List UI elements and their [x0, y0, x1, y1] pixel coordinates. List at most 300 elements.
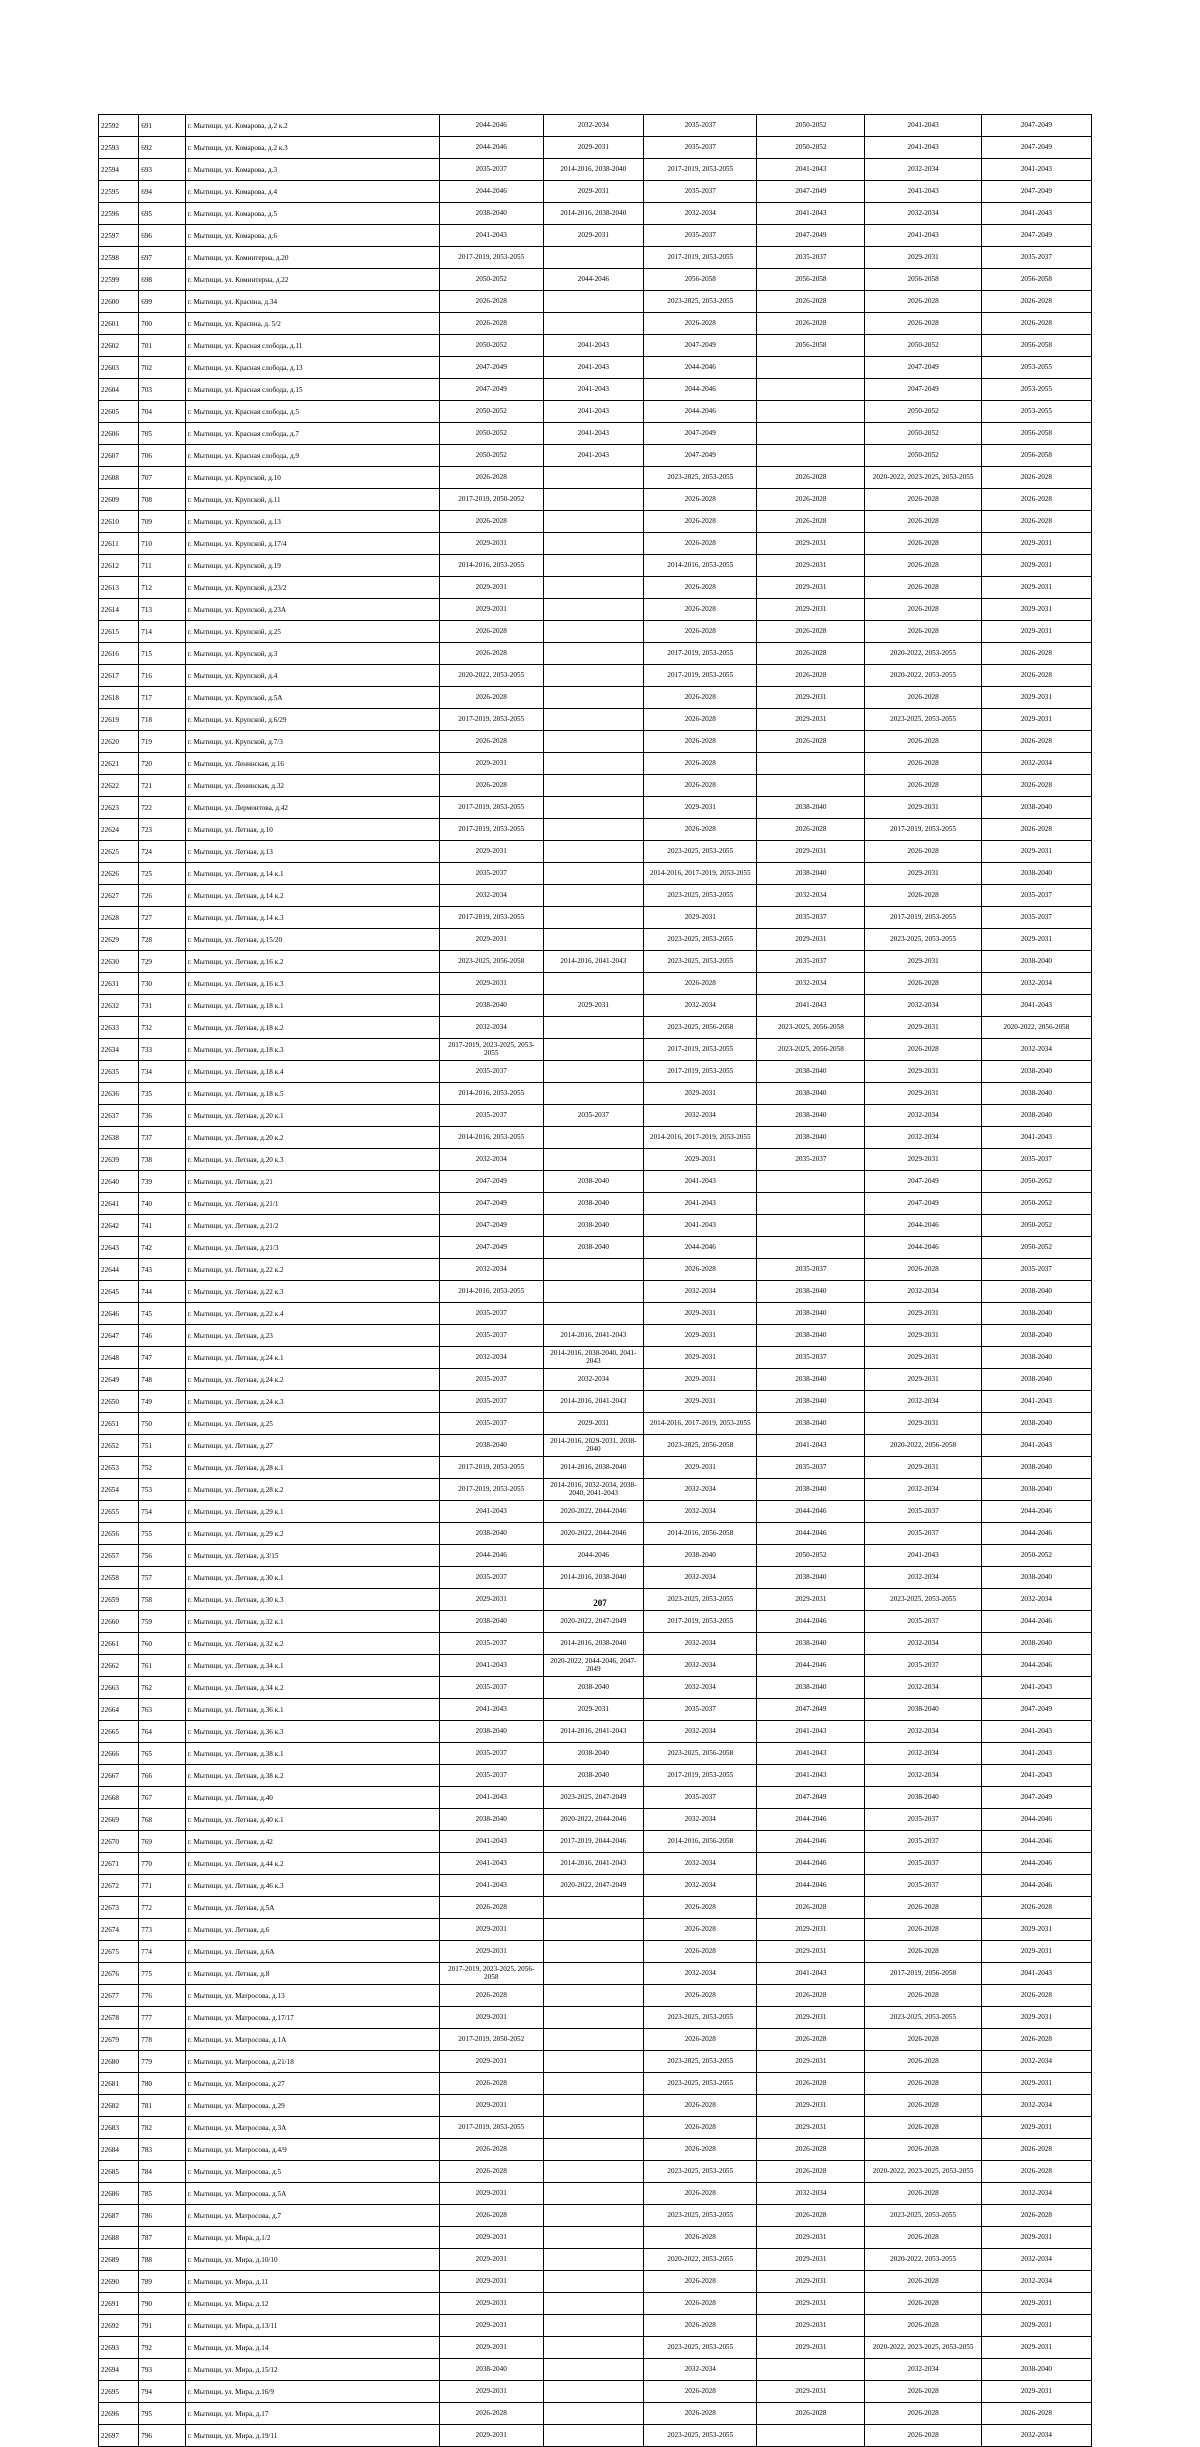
cell-period-6: 2035-2037	[981, 247, 1091, 269]
cell-period-4: 2026-2028	[757, 2073, 865, 2095]
cell-period-4: 2029-2031	[757, 2227, 865, 2249]
cell-row-id: 22631	[99, 973, 139, 995]
cell-seq-number: 735	[139, 1083, 186, 1105]
cell-address: г. Мытищи, ул. Летная, д.21/1	[185, 1193, 439, 1215]
table-row	[99, 1083, 1092, 1105]
cell-period-6: 2038-2040	[981, 1303, 1091, 1325]
cell-period-4: 2026-2028	[757, 467, 865, 489]
cell-period-6: 2038-2040	[981, 1347, 1091, 1369]
cell-row-id: 22595	[99, 181, 139, 203]
cell-period-5: 2032-2034	[865, 995, 981, 1017]
cell-period-3: 2026-2028	[644, 709, 757, 731]
cell-period-5: 2020-2022, 2023-2025, 2053-2055	[865, 2337, 981, 2359]
table-row	[99, 1897, 1092, 1919]
cell-period-5: 2032-2034	[865, 203, 981, 225]
cell-period-4: 2029-2031	[757, 599, 865, 621]
cell-seq-number: 699	[139, 291, 186, 313]
cell-period-6: 2026-2028	[981, 1985, 1091, 2007]
cell-period-3: 2023-2025, 2053-2055	[644, 2205, 757, 2227]
cell-row-id: 22662	[99, 1655, 139, 1677]
cell-row-id: 22620	[99, 731, 139, 753]
cell-seq-number: 704	[139, 401, 186, 423]
cell-seq-number: 786	[139, 2205, 186, 2227]
cell-period-5: 2032-2034	[865, 1479, 981, 1501]
cell-period-1: 2035-2037	[439, 1743, 543, 1765]
cell-period-5: 2026-2028	[865, 2095, 981, 2117]
cell-period-3: 2044-2046	[644, 401, 757, 423]
cell-period-1: 2035-2037	[439, 159, 543, 181]
cell-period-1: 2029-2031	[439, 1589, 543, 1611]
cell-seq-number: 737	[139, 1127, 186, 1149]
cell-period-2: 2038-2040	[543, 1237, 644, 1259]
cell-period-1: 2041-2043	[439, 225, 543, 247]
cell-row-id: 22624	[99, 819, 139, 841]
cell-period-6: 2029-2031	[981, 2337, 1091, 2359]
cell-seq-number: 768	[139, 1809, 186, 1831]
cell-period-4	[757, 753, 865, 775]
cell-row-id: 22618	[99, 687, 139, 709]
cell-period-2	[543, 599, 644, 621]
cell-seq-number: 763	[139, 1699, 186, 1721]
table-row	[99, 1479, 1092, 1501]
cell-period-4: 2029-2031	[757, 2315, 865, 2337]
cell-period-3: 2029-2031	[644, 1303, 757, 1325]
cell-row-id: 22676	[99, 1963, 139, 1985]
cell-period-4: 2026-2028	[757, 621, 865, 643]
cell-period-5: 2026-2028	[865, 775, 981, 797]
table-row	[99, 797, 1092, 819]
cell-period-6: 2050-2052	[981, 1237, 1091, 1259]
cell-address: г. Мытищи, ул. Летная, д.21/2	[185, 1215, 439, 1237]
cell-period-1: 2038-2040	[439, 1721, 543, 1743]
cell-address: г. Мытищи, ул. Летная, д.32 к.1	[185, 1611, 439, 1633]
cell-seq-number: 728	[139, 929, 186, 951]
cell-address: г. Мытищи, ул. Крупской, д.23/2	[185, 577, 439, 599]
cell-period-1: 2035-2037	[439, 1567, 543, 1589]
cell-period-5: 2050-2052	[865, 445, 981, 467]
cell-period-2: 2020-2022, 2044-2046, 2047-2049	[543, 1655, 644, 1677]
cell-period-4: 2041-2043	[757, 1721, 865, 1743]
cell-row-id: 22603	[99, 357, 139, 379]
cell-period-1: 2026-2028	[439, 621, 543, 643]
cell-period-2: 2014-2016, 2029-2031, 2038-2040	[543, 1435, 644, 1457]
cell-row-id: 22643	[99, 1237, 139, 1259]
cell-address: г. Мытищи, ул. Летная, д.13	[185, 841, 439, 863]
cell-period-5: 2047-2049	[865, 1193, 981, 1215]
cell-period-6: 2044-2046	[981, 1523, 1091, 1545]
cell-period-5: 2026-2028	[865, 2073, 981, 2095]
cell-period-4: 2029-2031	[757, 2007, 865, 2029]
cell-row-id: 22640	[99, 1171, 139, 1193]
cell-period-5: 2026-2028	[865, 577, 981, 599]
cell-period-2	[543, 1083, 644, 1105]
cell-row-id: 22614	[99, 599, 139, 621]
cell-row-id: 22617	[99, 665, 139, 687]
table-row	[99, 1369, 1092, 1391]
cell-period-6: 2038-2040	[981, 1369, 1091, 1391]
cell-period-3: 2026-2028	[644, 2227, 757, 2249]
cell-period-4: 2032-2034	[757, 973, 865, 995]
cell-period-1: 2050-2052	[439, 335, 543, 357]
cell-seq-number: 730	[139, 973, 186, 995]
cell-period-4: 2029-2031	[757, 1941, 865, 1963]
cell-address: г. Мытищи, ул. Летная, д.18 к.1	[185, 995, 439, 1017]
cell-period-1: 2035-2037	[439, 863, 543, 885]
table-row	[99, 1875, 1092, 1897]
cell-seq-number: 727	[139, 907, 186, 929]
cell-period-6: 2029-2031	[981, 687, 1091, 709]
cell-seq-number: 757	[139, 1567, 186, 1589]
cell-seq-number: 779	[139, 2051, 186, 2073]
cell-address: г. Мытищи, ул. Мира, д.16/9	[185, 2381, 439, 2403]
table-row	[99, 269, 1092, 291]
cell-period-4: 2050-2052	[757, 1545, 865, 1567]
cell-seq-number: 758	[139, 1589, 186, 1611]
cell-seq-number: 770	[139, 1853, 186, 1875]
cell-period-3: 2035-2037	[644, 225, 757, 247]
table-row	[99, 1699, 1092, 1721]
cell-period-5: 2032-2034	[865, 1105, 981, 1127]
cell-seq-number: 771	[139, 1875, 186, 1897]
cell-period-2: 2029-2031	[543, 995, 644, 1017]
cell-period-5: 2029-2031	[865, 1325, 981, 1347]
cell-row-id: 22642	[99, 1215, 139, 1237]
cell-period-4	[757, 357, 865, 379]
cell-period-6: 2041-2043	[981, 159, 1091, 181]
cell-period-3: 2026-2028	[644, 753, 757, 775]
cell-seq-number: 731	[139, 995, 186, 1017]
cell-row-id: 22697	[99, 2425, 139, 2447]
cell-row-id: 22679	[99, 2029, 139, 2051]
cell-period-3: 2026-2028	[644, 731, 757, 753]
table-row	[99, 2337, 1092, 2359]
cell-period-1: 2026-2028	[439, 775, 543, 797]
cell-period-5: 2026-2028	[865, 2315, 981, 2337]
cell-period-3: 2029-2031	[644, 1391, 757, 1413]
cell-period-5: 2035-2037	[865, 1655, 981, 1677]
cell-period-6: 2038-2040	[981, 863, 1091, 885]
cell-address: г. Мытищи, ул. Летная, д.14 к.1	[185, 863, 439, 885]
cell-period-3: 2032-2034	[644, 1105, 757, 1127]
cell-period-4: 2041-2043	[757, 1765, 865, 1787]
cell-period-5: 2029-2031	[865, 1303, 981, 1325]
cell-period-3: 2032-2034	[644, 203, 757, 225]
cell-address: г. Мытищи, ул. Летная, д.46 к.3	[185, 1875, 439, 1897]
cell-period-2: 2014-2016, 2041-2043	[543, 1325, 644, 1347]
cell-period-6: 2032-2034	[981, 1039, 1091, 1061]
cell-period-2	[543, 2403, 644, 2425]
cell-row-id: 22649	[99, 1369, 139, 1391]
cell-period-3: 2026-2028	[644, 533, 757, 555]
cell-address: г. Мытищи, ул. Летная, д.8	[185, 1963, 439, 1985]
cell-period-4: 2026-2028	[757, 1897, 865, 1919]
cell-period-3: 2026-2028	[644, 1919, 757, 1941]
cell-address: г. Мытищи, ул. Крупской, д.11	[185, 489, 439, 511]
cell-seq-number: 772	[139, 1897, 186, 1919]
cell-address: г. Мытищи, ул. Летная, д.34 к.2	[185, 1677, 439, 1699]
cell-period-6: 2050-2052	[981, 1215, 1091, 1237]
cell-period-6: 2026-2028	[981, 313, 1091, 335]
cell-period-2: 2041-2043	[543, 401, 644, 423]
cell-period-6: 2032-2034	[981, 1589, 1091, 1611]
cell-period-2: 2035-2037	[543, 1105, 644, 1127]
cell-period-5: 2026-2028	[865, 313, 981, 335]
cell-period-3: 2035-2037	[644, 1699, 757, 1721]
cell-seq-number: 783	[139, 2139, 186, 2161]
cell-period-2: 2017-2019, 2044-2046	[543, 1831, 644, 1853]
cell-period-6: 2029-2031	[981, 1941, 1091, 1963]
cell-row-id: 22601	[99, 313, 139, 335]
cell-period-3: 2023-2025, 2053-2055	[644, 2337, 757, 2359]
cell-period-2	[543, 2139, 644, 2161]
cell-period-4: 2026-2028	[757, 731, 865, 753]
cell-period-5: 2026-2028	[865, 2271, 981, 2293]
cell-row-id: 22604	[99, 379, 139, 401]
cell-period-3: 2032-2034	[644, 1677, 757, 1699]
cell-period-3: 2023-2025, 2053-2055	[644, 2161, 757, 2183]
cell-period-4: 2056-2058	[757, 335, 865, 357]
cell-period-3: 2026-2028	[644, 819, 757, 841]
cell-period-4: 2041-2043	[757, 1435, 865, 1457]
cell-address: г. Мытищи, ул. Мира, д.17	[185, 2403, 439, 2425]
cell-period-4: 2047-2049	[757, 1699, 865, 1721]
table-row	[99, 1413, 1092, 1435]
cell-period-3: 2026-2028	[644, 2271, 757, 2293]
cell-period-6: 2044-2046	[981, 1831, 1091, 1853]
cell-period-2: 2041-2043	[543, 335, 644, 357]
cell-period-1: 2026-2028	[439, 2161, 543, 2183]
cell-period-4: 2035-2037	[757, 1259, 865, 1281]
cell-period-2	[543, 643, 644, 665]
cell-period-4: 2035-2037	[757, 907, 865, 929]
cell-period-6: 2029-2031	[981, 929, 1091, 951]
cell-period-4: 2038-2040	[757, 1369, 865, 1391]
cell-row-id: 22674	[99, 1919, 139, 1941]
cell-period-4: 2038-2040	[757, 1633, 865, 1655]
cell-period-4: 2044-2046	[757, 1501, 865, 1523]
cell-period-4: 2041-2043	[757, 203, 865, 225]
cell-seq-number: 776	[139, 1985, 186, 2007]
cell-period-1: 2026-2028	[439, 291, 543, 313]
cell-seq-number: 747	[139, 1347, 186, 1369]
table-row	[99, 1721, 1092, 1743]
cell-period-4: 2044-2046	[757, 1809, 865, 1831]
cell-period-2: 2038-2040	[543, 1677, 644, 1699]
cell-period-6: 2038-2040	[981, 1457, 1091, 1479]
cell-address: г. Мытищи, ул. Летная, д.30 к.1	[185, 1567, 439, 1589]
cell-period-1: 2029-2031	[439, 2183, 543, 2205]
cell-period-1: 2029-2031	[439, 2095, 543, 2117]
table-row	[99, 2425, 1092, 2447]
cell-seq-number: 723	[139, 819, 186, 841]
cell-period-2	[543, 841, 644, 863]
cell-period-1: 2041-2043	[439, 1831, 543, 1853]
cell-period-1: 2026-2028	[439, 1897, 543, 1919]
cell-period-3: 2029-2031	[644, 1149, 757, 1171]
cell-period-3: 2023-2025, 2053-2055	[644, 467, 757, 489]
cell-period-2: 2014-2016, 2041-2043	[543, 1721, 644, 1743]
cell-period-4: 2035-2037	[757, 1347, 865, 1369]
cell-period-2: 2038-2040	[543, 1743, 644, 1765]
cell-period-2	[543, 2161, 644, 2183]
cell-seq-number: 696	[139, 225, 186, 247]
cell-period-2	[543, 313, 644, 335]
cell-address: г. Мытищи, ул. Летная, д.14 к.3	[185, 907, 439, 929]
table-row	[99, 995, 1092, 1017]
cell-period-1: 2032-2034	[439, 885, 543, 907]
table-row	[99, 621, 1092, 643]
cell-period-4: 2029-2031	[757, 2381, 865, 2403]
cell-row-id: 22672	[99, 1875, 139, 1897]
cell-row-id: 22641	[99, 1193, 139, 1215]
cell-row-id: 22633	[99, 1017, 139, 1039]
cell-period-3: 2044-2046	[644, 357, 757, 379]
cell-period-3: 2017-2019, 2053-2055	[644, 1611, 757, 1633]
cell-period-5: 2029-2031	[865, 1347, 981, 1369]
table-row	[99, 357, 1092, 379]
cell-seq-number: 775	[139, 1963, 186, 1985]
cell-period-3: 2020-2022, 2053-2055	[644, 2249, 757, 2271]
cell-period-5: 2029-2031	[865, 1369, 981, 1391]
cell-period-1: 2029-2031	[439, 577, 543, 599]
cell-period-5: 2029-2031	[865, 1149, 981, 1171]
cell-period-5: 2029-2031	[865, 1061, 981, 1083]
table-row	[99, 159, 1092, 181]
cell-address: г. Мытищи, ул. Летная, д.18 к.5	[185, 1083, 439, 1105]
cell-period-4: 2029-2031	[757, 2095, 865, 2117]
cell-period-2	[543, 687, 644, 709]
cell-period-2	[543, 1303, 644, 1325]
cell-period-5: 2026-2028	[865, 1985, 981, 2007]
cell-period-2: 2014-2016, 2038-2040	[543, 159, 644, 181]
table-row	[99, 2315, 1092, 2337]
cell-period-4: 2029-2031	[757, 2249, 865, 2271]
cell-period-2	[543, 929, 644, 951]
cell-period-6: 2029-2031	[981, 533, 1091, 555]
cell-period-6: 2047-2049	[981, 137, 1091, 159]
cell-row-id: 22661	[99, 1633, 139, 1655]
cell-period-3: 2047-2049	[644, 445, 757, 467]
cell-row-id: 22650	[99, 1391, 139, 1413]
cell-seq-number: 794	[139, 2381, 186, 2403]
cell-period-2	[543, 2271, 644, 2293]
cell-address: г. Мытищи, ул. Крупской, д.25	[185, 621, 439, 643]
cell-address: г. Мытищи, ул. Мира, д.14	[185, 2337, 439, 2359]
cell-period-6: 2032-2034	[981, 2271, 1091, 2293]
cell-period-1: 2029-2031	[439, 2227, 543, 2249]
cell-period-4: 2026-2028	[757, 2403, 865, 2425]
cell-period-4	[757, 1237, 865, 1259]
cell-period-3: 2014-2016, 2056-2058	[644, 1831, 757, 1853]
cell-period-6: 2029-2031	[981, 2227, 1091, 2249]
cell-period-4: 2029-2031	[757, 555, 865, 577]
cell-period-3: 2023-2025, 2056-2058	[644, 1017, 757, 1039]
cell-period-4: 2026-2028	[757, 643, 865, 665]
cell-address: г. Мытищи, ул. Мира, д.15/12	[185, 2359, 439, 2381]
cell-period-1: 2035-2037	[439, 1303, 543, 1325]
table-row	[99, 401, 1092, 423]
cell-row-id: 22668	[99, 1787, 139, 1809]
cell-period-1: 2035-2037	[439, 1369, 543, 1391]
cell-address: г. Мытищи, ул. Крупской, д.23А	[185, 599, 439, 621]
cell-period-1: 2041-2043	[439, 1853, 543, 1875]
cell-period-2	[543, 2051, 644, 2073]
cell-period-3: 2026-2028	[644, 1897, 757, 1919]
cell-period-4: 2038-2040	[757, 1567, 865, 1589]
cell-period-3: 2014-2016, 2017-2019, 2053-2055	[644, 1413, 757, 1435]
cell-address: г. Мытищи, ул. Комарова, д.4	[185, 181, 439, 203]
cell-period-3: 2041-2043	[644, 1215, 757, 1237]
cell-seq-number: 692	[139, 137, 186, 159]
cell-period-5: 2029-2031	[865, 1457, 981, 1479]
cell-seq-number: 752	[139, 1457, 186, 1479]
cell-period-2	[543, 1941, 644, 1963]
cell-seq-number: 714	[139, 621, 186, 643]
cell-period-6: 2041-2043	[981, 203, 1091, 225]
cell-address: г. Мытищи, ул. Мира, д.13/11	[185, 2315, 439, 2337]
cell-period-5: 2026-2028	[865, 753, 981, 775]
cell-period-4: 2038-2040	[757, 1479, 865, 1501]
cell-seq-number: 788	[139, 2249, 186, 2271]
cell-row-id: 22639	[99, 1149, 139, 1171]
cell-row-id: 22607	[99, 445, 139, 467]
cell-period-1: 2050-2052	[439, 269, 543, 291]
cell-seq-number: 787	[139, 2227, 186, 2249]
cell-seq-number: 760	[139, 1633, 186, 1655]
cell-period-2: 2041-2043	[543, 357, 644, 379]
cell-period-5: 2020-2022, 2053-2055	[865, 643, 981, 665]
cell-period-3: 2026-2028	[644, 2095, 757, 2117]
cell-period-5: 2023-2025, 2053-2055	[865, 1589, 981, 1611]
cell-seq-number: 715	[139, 643, 186, 665]
cell-period-6: 2029-2031	[981, 841, 1091, 863]
cell-period-6: 2038-2040	[981, 1083, 1091, 1105]
cell-period-1: 2041-2043	[439, 1875, 543, 1897]
cell-row-id: 22627	[99, 885, 139, 907]
table-row	[99, 577, 1092, 599]
cell-period-1: 2029-2031	[439, 2293, 543, 2315]
cell-seq-number: 790	[139, 2293, 186, 2315]
cell-period-1: 2029-2031	[439, 599, 543, 621]
cell-period-2	[543, 731, 644, 753]
cell-address: г. Мытищи, ул. Ленинская, д.32	[185, 775, 439, 797]
cell-period-4: 2029-2031	[757, 2271, 865, 2293]
cell-period-6: 2053-2055	[981, 379, 1091, 401]
cell-period-3: 2029-2031	[644, 1347, 757, 1369]
table-row	[99, 2359, 1092, 2381]
cell-period-6: 2029-2031	[981, 2293, 1091, 2315]
cell-period-1: 2017-2019, 2053-2055	[439, 1457, 543, 1479]
cell-period-3: 2014-2016, 2053-2055	[644, 555, 757, 577]
cell-period-4: 2035-2037	[757, 1149, 865, 1171]
cell-seq-number: 739	[139, 1171, 186, 1193]
cell-period-2: 2014-2016, 2038-2040	[543, 1567, 644, 1589]
cell-row-id: 22636	[99, 1083, 139, 1105]
cell-period-2: 2044-2046	[543, 269, 644, 291]
table-row	[99, 423, 1092, 445]
cell-period-1: 2035-2037	[439, 1105, 543, 1127]
cell-period-4: 2026-2028	[757, 291, 865, 313]
cell-period-5: 2035-2037	[865, 1853, 981, 1875]
cell-period-6: 2038-2040	[981, 1567, 1091, 1589]
cell-period-5: 2050-2052	[865, 423, 981, 445]
cell-period-6: 2044-2046	[981, 1655, 1091, 1677]
cell-period-5: 2050-2052	[865, 335, 981, 357]
cell-seq-number: 743	[139, 1259, 186, 1281]
cell-period-4: 2026-2028	[757, 2139, 865, 2161]
cell-period-5: 2029-2031	[865, 951, 981, 973]
cell-period-6: 2026-2028	[981, 2205, 1091, 2227]
